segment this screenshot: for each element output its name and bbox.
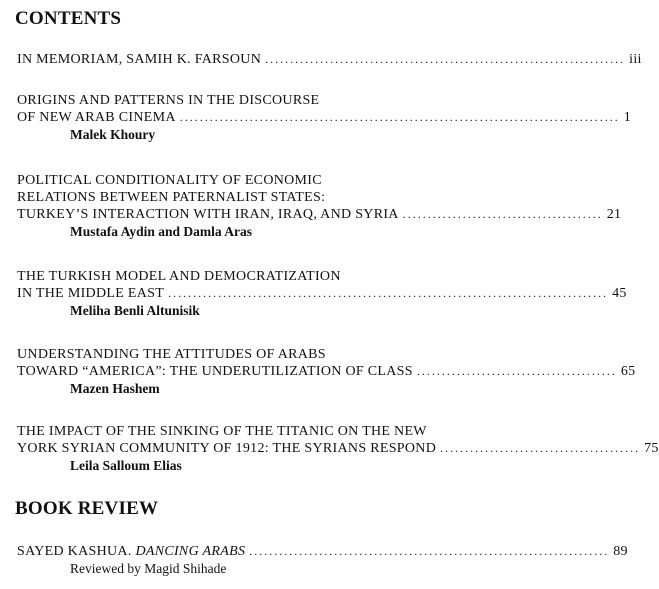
dot-leader: ........................................................................................	[179, 110, 620, 124]
page-number: 21	[606, 207, 622, 222]
page-number: iii	[629, 52, 642, 67]
entry-author: Mazen Hashem	[70, 381, 160, 396]
dot-leader: ........................................	[440, 441, 641, 455]
entry-author: Mustafa Aydin and Damla Aras	[70, 224, 253, 239]
toc-entry-attitudes-of-arabs	[17, 346, 636, 397]
dot-leader: ........................................................................	[249, 544, 610, 558]
entry-title-line: THE TURKISH MODEL AND DEMOCRATIZATION	[17, 269, 341, 284]
entry-author: Leila Salloum Elias	[70, 458, 182, 473]
page-number: 89	[613, 544, 628, 559]
page-number: 45	[612, 286, 627, 301]
toc-entry-titanic	[17, 423, 659, 474]
dot-leader: ........................................................................	[265, 52, 626, 66]
review-author-name: SAYED KASHUA.	[17, 544, 132, 559]
review-reviewer: Reviewed by Magid Shihade	[70, 561, 227, 576]
entry-title-line: THE IMPACT OF THE SINKING OF THE TITANIC ON THE NEW	[17, 424, 427, 439]
entry-title: IN MEMORIAM, SAMIH K. FARSOUN	[17, 52, 262, 67]
entry-title: IN THE MIDDLE EAST	[17, 286, 165, 301]
review-book-title: DANCING ARABS	[135, 544, 246, 559]
toc-entry-turkish-model	[17, 268, 627, 319]
entry-title-line: UNDERSTANDING THE ATTITUDES OF ARABS	[17, 347, 326, 362]
dot-leader: ........................................	[416, 364, 617, 378]
entry-title-line: RELATIONS BETWEEN PATERNALIST STATES:	[17, 190, 326, 205]
entry-title-line: POLITICAL CONDITIONALITY OF ECONOMIC	[17, 173, 322, 188]
page-number: 1	[623, 110, 632, 125]
page-number: 75	[644, 441, 659, 456]
entry-author: Malek Khoury	[70, 127, 156, 142]
entry-title: TURKEY’S INTERACTION WITH IRAN, IRAQ, AND SYRIA	[17, 207, 399, 222]
contents-heading: CONTENTS	[15, 8, 122, 29]
toc-entry-memoriam	[17, 51, 642, 68]
dot-leader: ........................................................................................	[168, 286, 609, 300]
page-number: 65	[620, 364, 636, 379]
entry-author: Meliha Benli Altunisik	[70, 303, 200, 318]
entry-title-line: ORIGINS AND PATTERNS IN THE DISCOURSE	[17, 93, 320, 108]
entry-title: OF NEW ARAB CINEMA	[17, 110, 176, 125]
dot-leader: ........................................	[402, 207, 603, 221]
entry-title: YORK SYRIAN COMMUNITY OF 1912: THE SYRIANS RESPOND	[17, 441, 437, 456]
toc-entry-political-conditionality	[17, 172, 622, 240]
toc-entry-arab-cinema	[17, 92, 632, 143]
toc-entry-book-review	[17, 543, 628, 577]
book-review-heading: BOOK REVIEW	[15, 498, 159, 519]
entry-title: TOWARD “AMERICA”: THE UNDERUTILIZATION OF CLASS	[17, 364, 413, 379]
